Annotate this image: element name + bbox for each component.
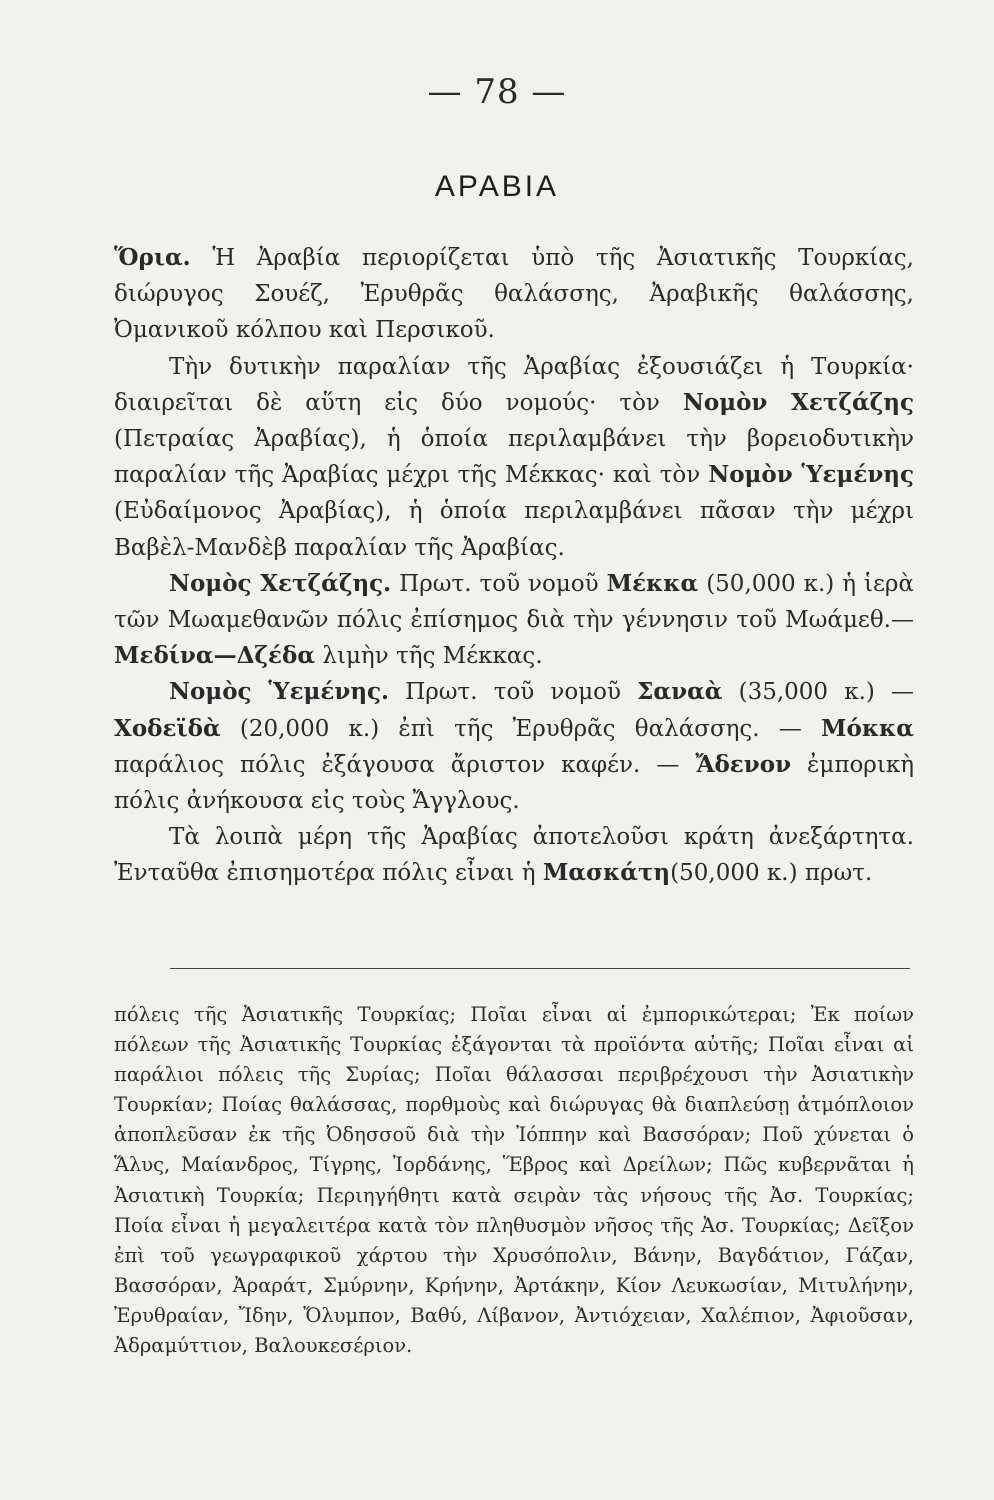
paragraph-text: (20,000 κ.) ἐπὶ τῆς Ἐρυθρᾶς θαλάσσης. — <box>220 715 822 742</box>
bold-term: Νομὸν Χετζάζης <box>682 388 914 416</box>
paragraph-boundaries <box>114 240 914 349</box>
section-heading-yemen: Νομὸς Ὑεμένης. <box>169 678 390 706</box>
footnote-divider <box>170 968 910 969</box>
bold-term: Ἄδενον <box>695 750 792 778</box>
bold-term: Νομὸν Ὑεμένης <box>708 461 914 489</box>
bold-term: Μέκκα <box>606 569 699 597</box>
paragraph-text: (35,000 κ.) — <box>722 679 914 706</box>
footnote <box>114 1000 914 1361</box>
bold-term: Μασκάτη <box>542 859 671 887</box>
paragraph-west-coast <box>114 349 914 566</box>
paragraph-text: Τὴν δυτικὴν παραλίαν τῆς Ἀραβίας ἐξουσιάζει ἡ Τουρκία· διαιρεῖται δὲ αὕτη εἰς δύο νομούς· τὸν <box>114 353 914 416</box>
page-number: — 78 — <box>427 72 567 112</box>
paragraph-text: (Πετραίας Ἀραβίας), ἡ ὁποία περιλαμβάνει τὴν βορειοδυτικὴν παραλίαν τῆς Ἀραβίας μέχρι τῆς Μέκκας· καὶ τὸν <box>114 426 914 489</box>
footnote-text: πόλεις τῆς Ἀσιατικῆς Τουρκίας; Ποῖαι εἶναι αἱ ἐμπορικώτεραι; Ἐκ ποίων πόλεων τῆς Ἀσιατικῆς Τουρκίας ἐξάγονται τὰ προϊόντα αὐτῆς; Ποῖαι εἶναι αἱ παράλιοι πόλεις τῆς Συρίας; Ποῖαι θάλασσαι περιβρέχουσι τὴν Ἀσιατικὴν Τουρκίαν; Ποίας θαλάσσας, πορθμοὺς καὶ διώρυγας θὰ διαπλεύσῃ ἀτμόπλοιον ἀποπλεῦσαν ἐκ τῆς Ὀδησσοῦ διὰ τὴν Ἰόππην καὶ Βασσόραν; Ποῦ χύνεται ὁ Ἅλυς, Μαίανδρος, Τίγρης, Ἰορδάνης, Ἕβρος καὶ Δρείλων; Πῶς κυβερνᾶται ἡ Ἀσιατικὴ Τουρκία; Περιηγήθητι κατὰ σειρὰν τὰς νήσους τῆς Ἀσ. Τουρκίας; Ποία εἶναι ἡ μεγαλειτέρα κατὰ τὸν πληθυσμὸν νῆσος τῆς Ἀσ. Τουρκίας; Δεῖξον ἐπὶ τοῦ γεωγραφικοῦ χάρτου τὴν Χρυσόπολιν, Βάνην, Βαγδάτιον, Γάζαν, Βασσόραν, Ἀραράτ, Σμύρνην, Κρήνην, Ἀρτάκην, Κίον Λευκωσίαν, Μιτυλήνην, Ἐρυθραίαν, Ἴδην, Ὄλυμπον, Βαθύ, Λίβανον, Ἀντιόχειαν, Χαλέπιον, Ἀφιοῦσαν, Ἀδραμύττιον, Βαλουκεσέριον. <box>114 1003 914 1358</box>
paragraph-text: ἐμπορικὴ πόλις ἀνήκουσα εἰς τοὺς Ἄγγλους. <box>114 751 914 815</box>
bold-term: Μόκκα <box>821 714 914 742</box>
paragraph-text: παράλιος πόλις ἐξάγουσα ἄριστον καφέν. — <box>114 751 696 778</box>
paragraph-text: λιμὴν τῆς Μέκκας. <box>315 643 543 670</box>
bold-term: Σαναὰ <box>637 678 723 706</box>
bold-term: Μεδίνα—Δζέδα <box>114 642 316 670</box>
chapter-title: ΑΡΑΒΙΑ <box>434 170 560 203</box>
paragraph-text: Πρωτ. τοῦ νομοῦ <box>389 679 638 706</box>
paragraph-hejaz <box>114 566 914 675</box>
paragraph-text: Τὰ λοιπὰ μέρη τῆς Ἀραβίας ἀποτελοῦσι κράτη ἀνεξάρτητα. Ἐνταῦθα ἐπισημοτέρα πόλις εἶναι ἡ <box>114 824 914 887</box>
main-text <box>114 240 914 892</box>
paragraph-text: (Εὐδαίμονος Ἀραβίας), ἡ ὁποία περιλαμβάνει πᾶσαν τὴν μέχρι Βαβὲλ-Μανδὲβ παραλίαν τῆς Ἀραβίας. <box>114 498 914 561</box>
bold-term: Χοδεϊδὰ <box>114 714 221 742</box>
paragraph-text: (50,000 κ.) ἡ ἱερὰ τῶν Μωαμεθανῶν πόλις ἐπίσημος διὰ τὴν γέννησιν τοῦ Μωάμεθ.— <box>114 570 914 634</box>
paragraph-independent-states <box>114 819 914 891</box>
paragraph-text: Ἡ Ἀραβία περιορίζεται ὑπὸ τῆς Ἀσιατικῆς Τουρκίας, διώρυγος Σουέζ, Ἐρυθρᾶς θαλάσσης, Ἀραβικῆς θαλάσσης, Ὀμανικοῦ κόλπου καὶ Περσικοῦ. <box>114 245 914 344</box>
section-heading-boundaries: Ὅρια. <box>114 244 191 271</box>
section-heading-hejaz: Νομὸς Χετζάζης. <box>169 569 392 597</box>
paragraph-text: Πρωτ. τοῦ νομοῦ <box>391 570 607 597</box>
paragraph-yemen <box>114 674 914 819</box>
paragraph-text: (50,000 κ.) πρωτ. <box>670 860 873 887</box>
